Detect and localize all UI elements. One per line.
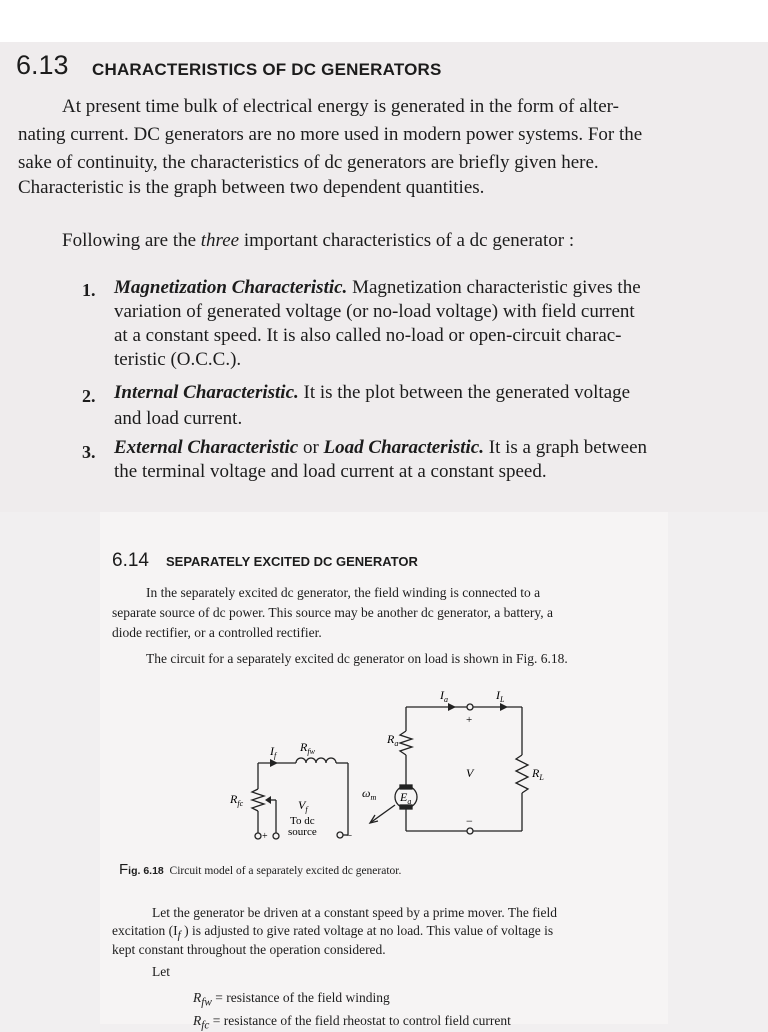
paragraph-line: nating current. DC generators are no more used in modern power systems. For the [18,124,643,145]
list-item-line: teristic (O.C.C.). [114,349,242,370]
section-number: 6.13 [16,50,69,80]
paragraph-line: kept constant throughout the operation considered. [112,942,386,957]
list-item-line: the terminal voltage and load current at a constant speed. [114,461,547,482]
circuit-diagram [220,685,580,855]
figure-caption: Fig. 6.18 Circuit model of a separately excited dc generator. [119,861,402,878]
label-wm: $\omega_m$ [362,786,377,802]
paragraph-line: sake of continuity, the characteristics of dc generators are briefly given here. [18,152,599,173]
definition-line: $R_{fw}$ = resistance of the field winding [193,990,390,1009]
list-number: 2. [82,386,96,406]
label-Rfc: $R_{fc}$ [230,792,244,808]
paragraph-line: The circuit for a separately excited dc generator on load is shown in Fig. 6.18. [146,651,568,666]
label-Vf: $V_f$ [298,798,308,814]
label-Ia: $I_a$ [440,688,448,704]
label-IL: $I_L$ [496,688,505,704]
paragraph-line: separate source of dc power. This source may be another dc generator, a battery, a [112,605,554,620]
top-margin [0,0,768,42]
list-item-line: External Characteristic or Load Characteristic. It is a graph between [114,437,648,458]
list-item-line: Internal Characteristic. It is the plot between the generated voltage [114,382,631,403]
list-item-line: Magnetization Characteristic. Magnetization characteristic gives the [114,277,641,298]
let-label: Let [152,964,170,979]
label-source-2: source [288,826,317,838]
label-If: $I_f$ [270,744,277,760]
list-number: 3. [82,442,96,462]
label-minus-source: − [346,830,353,842]
label-Rfw: $R_{fw}$ [300,740,315,756]
label-V: V [466,766,474,780]
paragraph-line: Following are the three important characteristics of a dc generator : [62,230,575,251]
section-title: SEPARATELY EXCITED DC GENERATOR [166,554,418,569]
paragraph-line: diode rectifier, or a controlled rectifier. [112,625,322,640]
paragraph-line: excitation ($I_f$ ) is adjusted to give rated voltage at no load. This value of voltage is [112,923,554,942]
label-source-1: To dc [290,815,315,827]
list-number: 1. [82,280,96,300]
paragraph-line: At present time bulk of electrical energy is generated in the form of alter- [62,96,619,117]
paragraph-line: Characteristic is the graph between two dependent quantities. [18,177,485,198]
list-item-line: and load current. [114,408,243,429]
label-Ea: $E_a$ [400,790,412,806]
paragraph-line: Let the generator be driven at a constant speed by a prime mover. The field [152,905,557,920]
section-title: CHARACTERISTICS OF DC GENERATORS [92,60,442,79]
label-plus-source: + [262,831,268,842]
label-Ra: $R_a$ [387,732,399,748]
label-RL: $R_L$ [532,766,544,782]
paragraph-line: In the separately excited dc generator, the field winding is connected to a [146,585,541,600]
label-plus-top: + [466,714,473,726]
definition-line: $R_{fc}$ = resistance of the field rheostat to control field current [193,1013,511,1032]
section-number: 6.14 [112,550,149,571]
list-item-line: variation of generated voltage (or no-load voltage) with field current [114,301,635,322]
label-minus-bottom: − [466,814,473,828]
list-item-line: at a constant speed. It is also called no-load or open-circuit charac- [114,325,622,346]
